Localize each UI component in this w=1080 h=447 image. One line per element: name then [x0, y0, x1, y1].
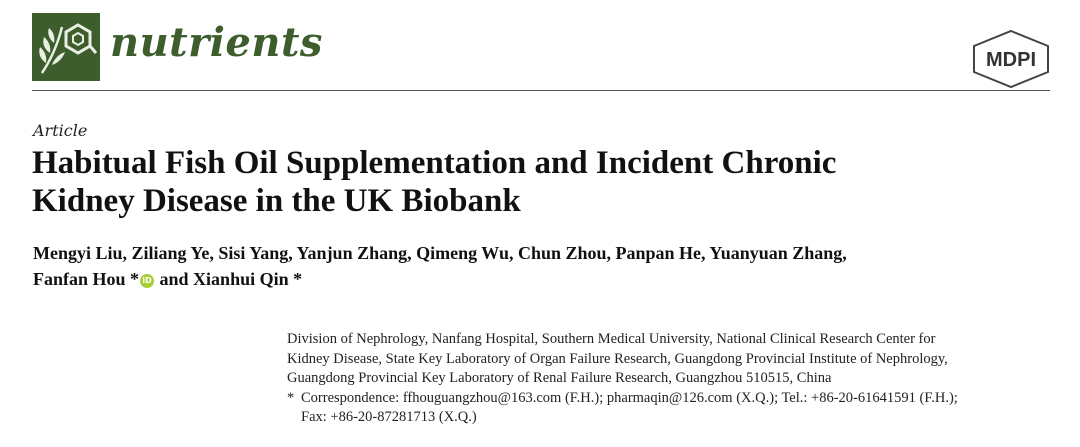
mdpi-logo-text: MDPI [986, 49, 1036, 71]
journal-header [32, 11, 1050, 91]
authors-line-2-part2: and Xianhui Qin * [155, 269, 303, 289]
author-list [33, 240, 1033, 292]
orcid-icon[interactable]: iD [140, 274, 154, 288]
correspondence-line-1: Correspondence: ffhouguangzhou@163.com (F.H.); pharmaqin@126.com (X.Q.); Tel.: +86-20-61641591 (F.H.); [301, 389, 958, 406]
article-type: Article [33, 121, 88, 140]
correspondence-line-2: Fax: +86-20-87281713 (X.Q.) [301, 409, 477, 425]
affiliation-line-3: Guangdong Provincial Key Laboratory of Renal Failure Research, Guangzhou 510515, China [287, 370, 832, 386]
header-divider [32, 90, 1050, 91]
affiliation-line-2: Kidney Disease, State Key Laboratory of Organ Failure Research, Guangdong Provincial Institute of Nephrology, [287, 350, 948, 367]
authors-line-1: Mengyi Liu, Ziliang Ye, Sisi Yang, Yanjun Zhang, Qimeng Wu, Chun Zhou, Panpan He, Yuanyuan Zhang, [33, 243, 847, 263]
article-title [32, 144, 1042, 220]
title-line-2: Kidney Disease in the UK Biobank [32, 183, 521, 219]
journal-name: nutrients [110, 19, 323, 66]
affiliation-line-1: Division of Nephrology, Nanfang Hospital, Southern Medical University, National Clinical Research Center for [287, 331, 936, 347]
correspondence [287, 389, 1057, 428]
mdpi-logo-icon [972, 29, 1050, 89]
correspondence-marker: * [287, 389, 295, 406]
authors-line-2-part1: Fanfan Hou * [33, 269, 140, 289]
affiliation-block [287, 330, 1057, 428]
title-line-1: Habitual Fish Oil Supplementation and Incident Chronic [32, 145, 837, 181]
journal-logo-icon [32, 13, 100, 81]
